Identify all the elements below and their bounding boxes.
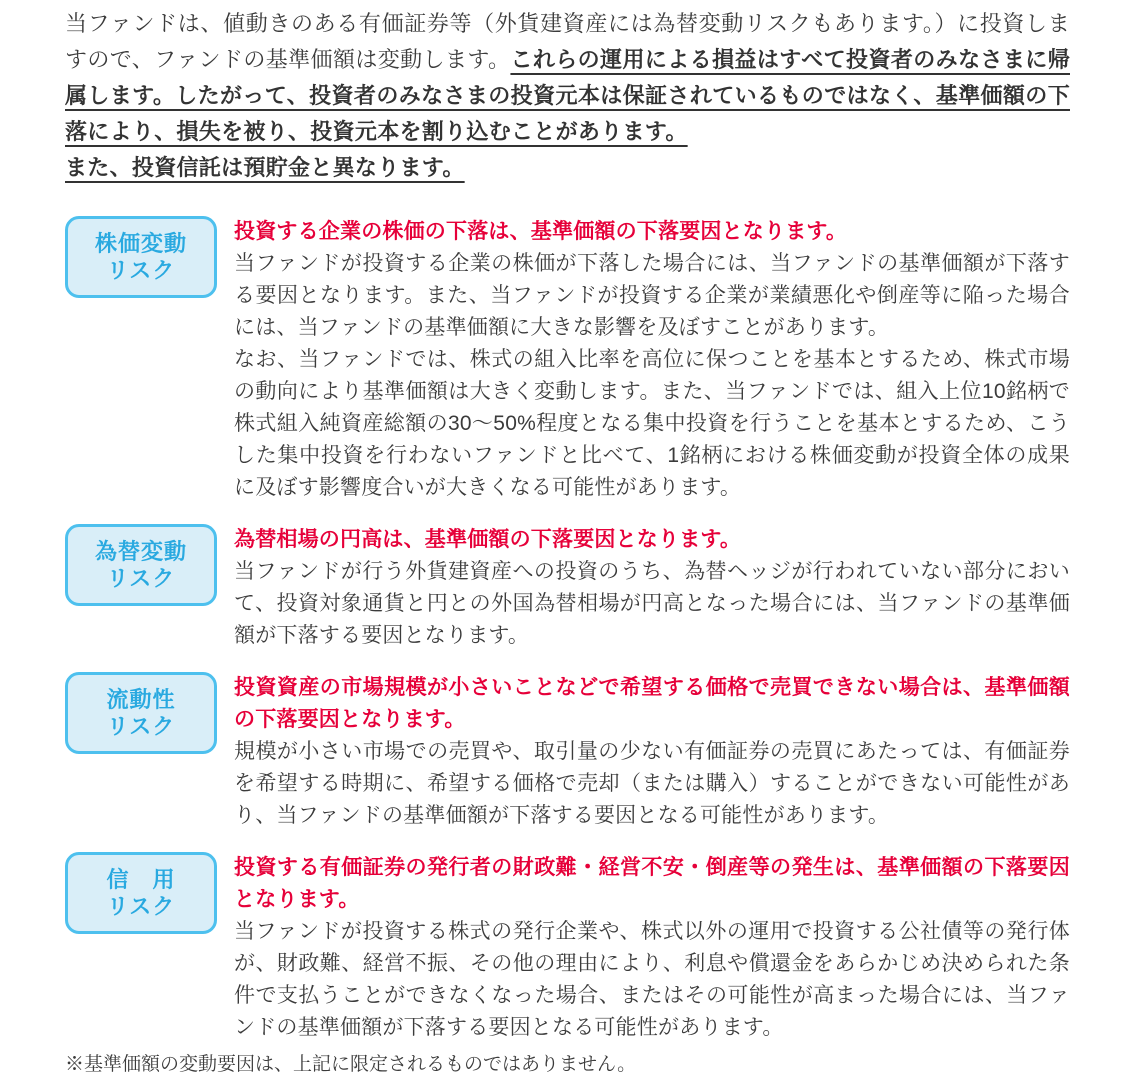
risk-content	[234, 216, 1070, 504]
risk-sections-list	[65, 216, 1070, 1044]
risk-badge-line1: 信 用	[106, 867, 176, 892]
intro-paragraph	[65, 6, 1070, 150]
risk-section-stock-price	[65, 216, 1070, 504]
risk-badge-liquidity	[65, 672, 217, 754]
risk-badge-currency	[65, 524, 217, 606]
risk-content	[234, 852, 1070, 1044]
risk-body-paragraph: 規模が小さい市場での売買や、取引量の少ない有価証券の売買にあたっては、有価証券を希望する時期に、希望する価格で売却（または購入）することができない可能性があり、当ファンドの基準価額が下落する要因となる可能性があります。	[234, 740, 1070, 827]
risk-badge-line2: リスク	[106, 258, 176, 283]
intro-emphasized-text: これらの運用による損益はすべて投資者のみなさまに帰属します。したがって、投資者のみなさまの投資元本は保証されているものではなく、基準価額の下落により、損失を被り、投資元本を割り込むことがあります。	[65, 47, 1070, 144]
footnote: ※基準価額の変動要因は、上記に限定されるものではありません。	[65, 1054, 637, 1075]
risk-body-paragraph: 当ファンドが行う外貨建資産への投資のうち、為替ヘッジが行われていない部分において、投資対象通貨と円との外国為替相場が円高となった場合には、当ファンドの基準価額が下落する要因となります。	[234, 560, 1070, 647]
intro-emphasized-note: また、投資信託は預貯金と異なります。	[65, 155, 465, 180]
risk-badge-stock-price	[65, 216, 217, 298]
risk-section-currency	[65, 524, 1070, 652]
risk-content	[234, 672, 1070, 832]
risk-content	[234, 524, 1070, 652]
risk-badge-line1: 流動性	[106, 687, 176, 712]
risk-badge-line2: リスク	[106, 714, 176, 739]
intro-note-paragraph	[65, 150, 1070, 186]
risk-section-liquidity	[65, 672, 1070, 832]
intro-plain-text: 当ファンドは、値動きのある有価証券等（外貨建資産には為替変動リスクもあります。）に投資しますので、ファンドの基準価額は変動します。	[65, 11, 1070, 72]
risk-badge-credit	[65, 852, 217, 934]
risk-headline: 投資する有価証券の発行者の財政難・経営不安・倒産等の発生は、基準価額の下落要因となります。	[234, 856, 1070, 911]
risk-body-paragraph: なお、当ファンドでは、株式の組入比率を高位に保つことを基本とするため、株式市場の動向により基準価額は大きく変動します。また、当ファンドでは、組入上位10銘柄で株式組入純資産総額の30〜50%程度となる集中投資を行うことを基本とするため、こうした集中投資を行わないファンドと比べて、1銘柄における株価変動が投資全体の成果に及ぼす影響度合いが大きくなる可能性があります。	[234, 348, 1070, 499]
risk-section-credit	[65, 852, 1070, 1044]
risk-badge-line1: 株価変動	[94, 231, 187, 256]
risk-badge-line2: リスク	[106, 894, 176, 919]
risk-badge-line1: 為替変動	[94, 539, 187, 564]
risk-body-paragraph: 当ファンドが投資する株式の発行企業や、株式以外の運用で投資する公社債等の発行体が、財政難、経営不振、その他の理由により、利息や償還金をあらかじめ決められた条件で支払うことができなくなった場合、またはその可能性が高まった場合には、当ファンドの基準価額が下落する要因となる可能性があります。	[234, 920, 1070, 1039]
risk-headline: 投資する企業の株価の下落は、基準価額の下落要因となります。	[234, 220, 848, 243]
risk-badge-line2: リスク	[106, 566, 176, 591]
risk-headline: 投資資産の市場規模が小さいことなどで希望する価格で売買できない場合は、基準価額の下落要因となります。	[234, 676, 1070, 731]
risk-body-paragraph: 当ファンドが投資する企業の株価が下落した場合には、当ファンドの基準価額が下落する要因となります。また、当ファンドが投資する企業が業績悪化や倒産等に陥った場合には、当ファンドの基準価額に大きな影響を及ぼすことがあります。	[234, 252, 1070, 339]
risk-headline: 為替相場の円高は、基準価額の下落要因となります。	[234, 528, 742, 551]
